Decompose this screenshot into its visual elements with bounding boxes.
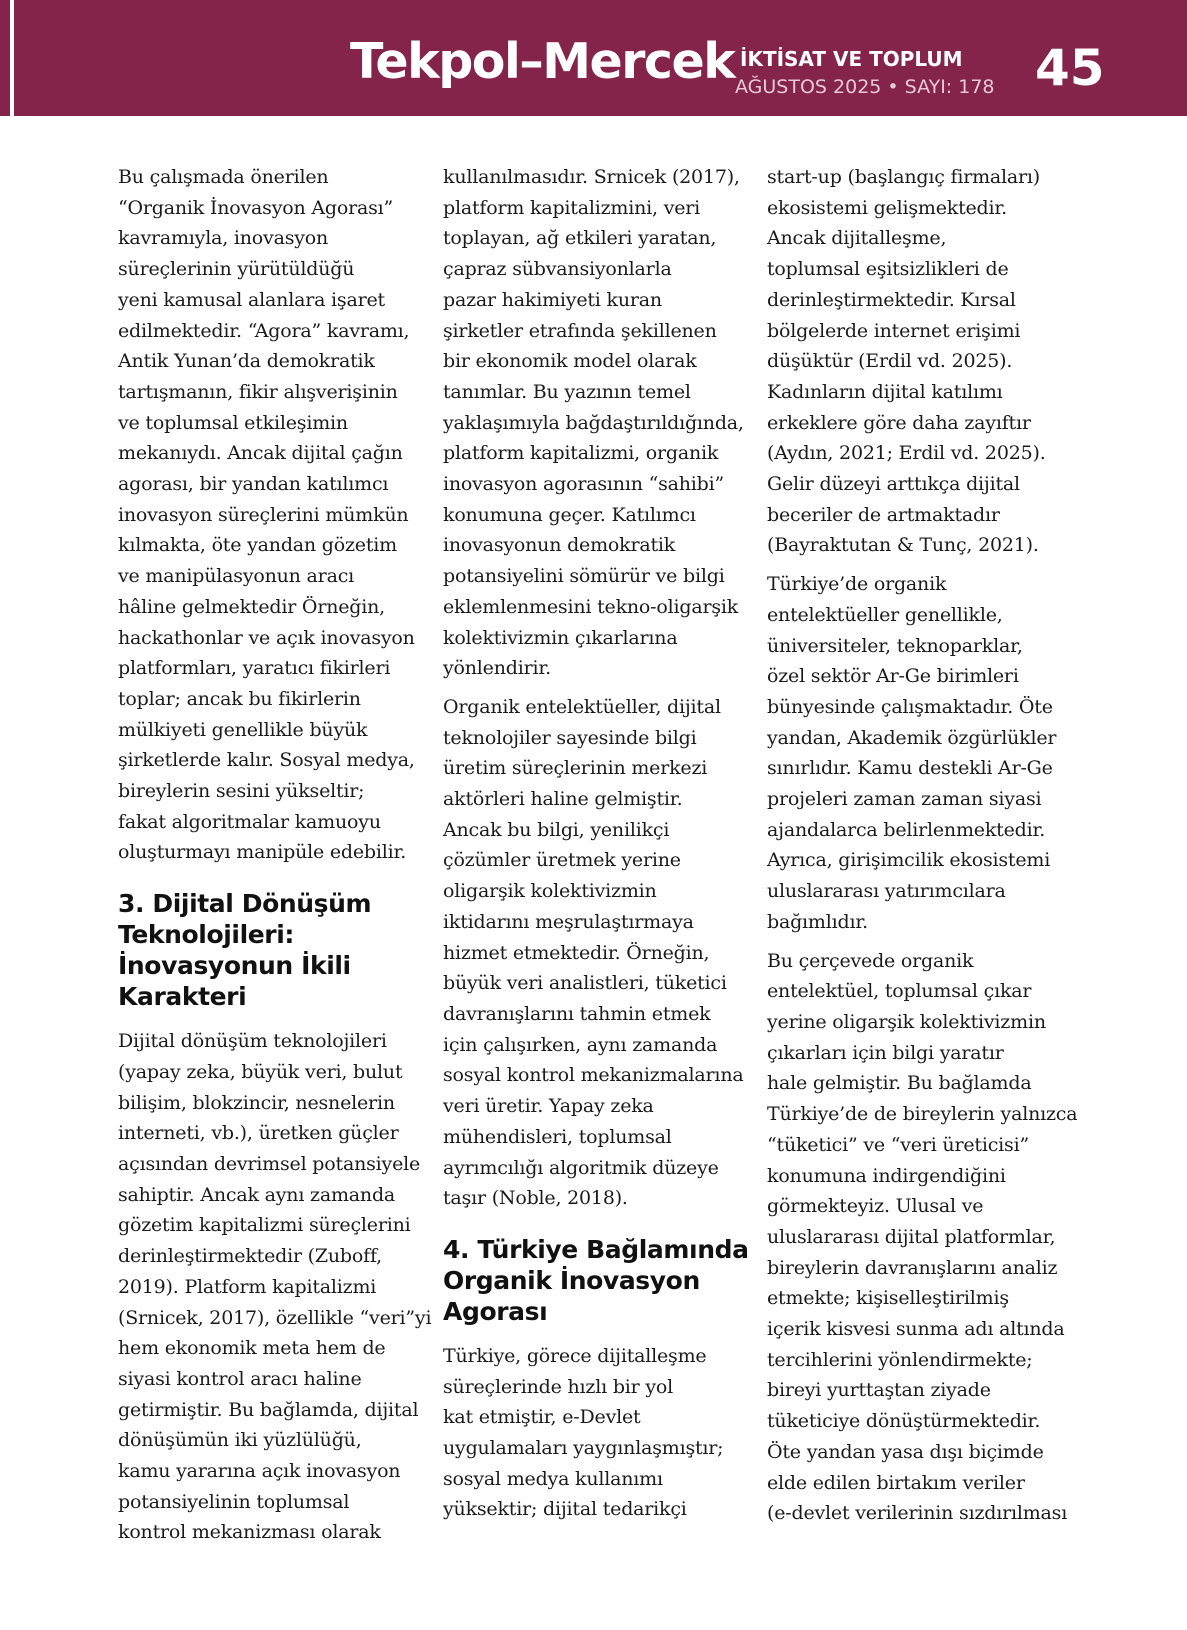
column-1 xyxy=(118,162,432,1556)
page-header xyxy=(0,0,1187,116)
text-line: uygulamaları yaygınlaşmıştır; xyxy=(443,1437,724,1460)
text-line: bireyi yurttaştan ziyade xyxy=(767,1379,991,1402)
text-line: hale gelmiştir. Bu bağlamda xyxy=(767,1072,1032,1095)
text-line: kolektivizmin çıkarlarına xyxy=(443,626,678,649)
text-line: 4. Türkiye Bağlamında xyxy=(443,1234,749,1264)
text-line: start-up (başlangıç firmaları) xyxy=(767,166,1041,188)
text-line: çapraz sübvansiyonlarla xyxy=(443,258,672,281)
text-line: potansiyelinin toplumsal xyxy=(118,1490,350,1513)
paragraph xyxy=(767,946,1077,1529)
text-line: bireylerin sesini yükseltir; xyxy=(118,780,365,803)
text-line: siyasi kontrol aracı haline xyxy=(118,1367,362,1390)
text-line: oligarşik kolektivizmin xyxy=(443,880,657,903)
text-line: (Aydın, 2021; Erdil vd. 2025). xyxy=(767,442,1046,465)
text-line: elde edilen birtakım veriler xyxy=(767,1471,1025,1494)
text-line: konumuna indirgendiğini xyxy=(767,1164,1006,1187)
text-line: Antik Yunan’da demokratik xyxy=(118,350,375,373)
text-line: platformları, yaratıcı fikirleri xyxy=(118,657,391,680)
text-line: eklemlenmesini tekno-oligarşik xyxy=(443,595,739,618)
text-line: (Srnicek, 2017), özellikle “veri”yi xyxy=(118,1306,432,1329)
text-line: edilmektedir. “Agora” kavramı, xyxy=(118,319,410,342)
text-line: düşüktür (Erdil vd. 2025). xyxy=(767,350,1013,373)
text-line: getirmiştir. Bu bağlamda, dijital xyxy=(118,1398,419,1421)
text-line: entelektüel, toplumsal çıkar xyxy=(767,980,1032,1003)
text-line: Ancak bu bilgi, yenilikçi xyxy=(443,818,670,841)
text-line: sosyal kontrol mekanizmalarına xyxy=(443,1064,744,1087)
text-line: gözetim kapitalizmi süreçlerini xyxy=(118,1214,411,1237)
text-line: interneti, vb.), üretken güçler xyxy=(118,1122,399,1145)
text-line: 3. Dijital Dönüşüm xyxy=(118,889,372,919)
text-line: şirketlerde kalır. Sosyal medya, xyxy=(118,749,415,772)
text-line: (yapay zeka, büyük veri, bulut xyxy=(118,1060,403,1083)
text-line: derinleştirmektedir (Zuboff, xyxy=(118,1245,382,1268)
paragraph xyxy=(443,692,748,1214)
text-line: bünyesinde çalışmaktadır. Öte xyxy=(767,695,1053,718)
text-line: potansiyelini sömürür ve bilgi xyxy=(443,565,725,588)
text-line: ayrımcılığı algoritmik düzeye xyxy=(443,1156,719,1179)
section-heading-3 xyxy=(118,888,423,1012)
text-line: bireylerin davranışlarını analiz xyxy=(767,1256,1058,1279)
text-line: erkeklere göre daha zayıftır xyxy=(767,411,1031,434)
text-line: yaklaşımıyla bağdaştırıldığında, xyxy=(443,411,744,434)
text-line: kamu yararına açık inovasyon xyxy=(118,1460,401,1483)
text-line: mühendisleri, toplumsal xyxy=(443,1125,672,1148)
text-line: uluslararası yatırımcılara xyxy=(767,880,1006,903)
text-line: sosyal medya kullanımı xyxy=(443,1467,663,1490)
section-heading-4 xyxy=(443,1234,748,1327)
text-line: yerine oligarşik kolektivizmin xyxy=(767,1010,1046,1033)
paragraph xyxy=(767,162,1077,561)
text-line: Türkiye, görece dijitalleşme xyxy=(443,1344,707,1367)
text-line: uluslararası dijital platformlar, xyxy=(767,1225,1056,1248)
text-line: pazar hakimiyeti kuran xyxy=(443,288,662,311)
text-line: aktörleri haline gelmiştir. xyxy=(443,788,683,811)
text-line: etmekte; kişiselleştirilmiş xyxy=(767,1287,1009,1310)
text-line: tüketiciye dönüştürmektedir. xyxy=(767,1410,1041,1433)
text-line: Organik entelektüeller, dijital xyxy=(443,695,721,718)
text-line: oluşturmayı manipüle edebilir. xyxy=(118,841,407,864)
text-line: inovasyon agorasının “sahibi” xyxy=(443,473,725,496)
text-line: teknolojiler sayesinde bilgi xyxy=(443,726,697,749)
text-line: ekosistemi gelişmektedir. xyxy=(767,196,1008,219)
issue-info: AĞUSTOS 2025 • SAYI: 178 xyxy=(735,76,995,98)
text-line: ajandalarca belirlenmektedir. xyxy=(767,818,1046,841)
text-line: Türkiye’de de bireylerin yalnızca xyxy=(767,1103,1078,1126)
text-line: “tüketici” ve “veri üreticisi” xyxy=(767,1133,1029,1156)
text-line: Agorası xyxy=(443,1296,548,1326)
text-line: Kadınların dijital katılımı xyxy=(767,380,1003,403)
text-line: süreçlerinin yürütüldüğü xyxy=(118,258,355,281)
text-line: inovasyon süreçlerini mümkün xyxy=(118,503,409,526)
text-line: yeni kamusal alanlara işaret xyxy=(118,288,385,311)
text-line: tartışmanın, fikir alışverişinin xyxy=(118,380,398,403)
text-line: hem ekonomik meta hem de xyxy=(118,1337,386,1360)
header-side-bar xyxy=(0,0,14,116)
text-line: çözümler üretmek yerine xyxy=(443,849,681,872)
text-line: Ayrıca, girişimcilik ekosistemi xyxy=(767,849,1051,872)
text-line: Teknolojileri: xyxy=(118,920,294,950)
text-line: derinleştirmektedir. Kırsal xyxy=(767,288,1016,311)
paragraph xyxy=(443,162,748,684)
text-line: içerik kisvesi sunma adı altında xyxy=(767,1318,1065,1341)
paragraph xyxy=(443,1341,748,1525)
text-line: veri üretir. Yapay zeka xyxy=(443,1095,654,1118)
text-line: Bu çalışmada önerilen xyxy=(118,166,329,188)
text-line: davranışlarını tahmin etmek xyxy=(443,1002,711,1025)
text-line: bilişim, blokzincir, nesnelerin xyxy=(118,1091,395,1114)
paragraph xyxy=(118,162,423,868)
text-line: konumuna geçer. Katılımcı xyxy=(443,503,696,526)
text-line: hackathonlar ve açık inovasyon xyxy=(118,626,415,649)
text-line: İnovasyonun İkili xyxy=(118,951,351,981)
text-line: agorası, bir yandan katılımcı xyxy=(118,473,389,496)
text-line: kılmakta, öte yandan gözetim xyxy=(118,534,397,557)
text-line: inovasyonun demokratik xyxy=(443,534,676,557)
column-3 xyxy=(767,162,1077,1537)
text-line: sınırlıdır. Kamu destekli Ar-Ge xyxy=(767,757,1053,780)
text-line: sahiptir. Ancak aynı zamanda xyxy=(118,1183,396,1206)
text-line: (Bayraktutan & Tunç, 2021). xyxy=(767,534,1039,557)
text-line: çıkarları için bilgi yaratır xyxy=(767,1041,1004,1064)
text-line: mülkiyeti genellikle büyük xyxy=(118,718,368,741)
text-line: beceriler de artmaktadır xyxy=(767,503,1000,526)
text-line: projeleri zaman zaman siyasi xyxy=(767,788,1042,811)
text-line: bağımlıdır. xyxy=(767,910,868,933)
paragraph xyxy=(767,569,1077,937)
page-number: 45 xyxy=(1035,39,1105,97)
text-line: Türkiye’de organik xyxy=(767,573,947,596)
text-line: fakat algoritmalar kamuoyu xyxy=(118,810,381,833)
text-line: açısından devrimsel potansiyele xyxy=(118,1152,421,1175)
text-line: için çalışırken, aynı zamanda xyxy=(443,1033,718,1056)
text-line: Dijital dönüşüm teknolojileri xyxy=(118,1030,387,1053)
text-line: Bu çerçevede organik xyxy=(767,949,974,972)
magazine-title: Tekpol–Mercek xyxy=(350,33,735,90)
text-line: toplumsal eşitsizlikleri de xyxy=(767,258,1009,281)
text-line: yüksektir; dijital tedarikçi xyxy=(443,1498,687,1521)
text-line: kullanılmasıdır. Srnicek (2017), xyxy=(443,166,740,188)
text-line: üretim süreçlerinin merkezi xyxy=(443,757,708,780)
text-line: iktidarını meşrulaştırmaya xyxy=(443,910,694,933)
text-line: Ancak dijitalleşme, xyxy=(767,227,947,250)
text-line: “Organik İnovasyon Agorası” xyxy=(118,196,394,219)
text-line: toplar; ancak bu fikirlerin xyxy=(118,687,361,710)
text-line: entelektüeller genellikle, xyxy=(767,603,1003,626)
text-line: büyük veri analistleri, tüketici xyxy=(443,972,727,995)
text-line: yandan, Akademik özgürlükler xyxy=(767,726,1057,749)
text-line: kavramıyla, inovasyon xyxy=(118,227,329,250)
text-line: Karakteri xyxy=(118,982,247,1012)
text-line: platform kapitalizmini, veri xyxy=(443,196,701,219)
text-line: Öte yandan yasa dışı biçimde xyxy=(767,1440,1044,1463)
text-line: üniversiteler, teknoparklar, xyxy=(767,634,1023,657)
text-line: bir ekonomik model olarak xyxy=(443,350,697,373)
text-line: (e-devlet verilerinin sızdırılması xyxy=(767,1502,1068,1525)
section-name: İKTİSAT VE TOPLUM xyxy=(740,47,963,71)
text-line: tanımlar. Bu yazının temel xyxy=(443,380,691,403)
text-line: ve toplumsal etkileşimin xyxy=(118,411,348,434)
text-line: hâline gelmektedir Örneğin, xyxy=(118,595,385,618)
text-line: bölgelerde internet erişimi xyxy=(767,319,1021,342)
text-line: Organik İnovasyon xyxy=(443,1265,700,1295)
text-line: hizmet etmektedir. Örneğin, xyxy=(443,941,710,964)
text-line: kat etmiştir, e-Devlet xyxy=(443,1406,641,1429)
paragraph xyxy=(118,1026,432,1548)
text-line: özel sektör Ar-Ge birimleri xyxy=(767,665,1019,688)
text-line: ve manipülasyonun aracı xyxy=(118,565,355,588)
text-line: platform kapitalizmi, organik xyxy=(443,442,719,465)
text-line: yönlendirir. xyxy=(443,657,552,680)
text-line: kontrol mekanizması olarak xyxy=(118,1521,381,1544)
text-line: şirketler etrafında şekillenen xyxy=(443,319,717,342)
text-line: görmekteyiz. Ulusal ve xyxy=(767,1195,984,1218)
text-line: dönüşümün iki yüzlülüğü, xyxy=(118,1429,362,1452)
text-line: süreçlerinde hızlı bir yol xyxy=(443,1375,674,1398)
text-line: Gelir düzeyi arttıkça dijital xyxy=(767,473,1020,496)
text-line: taşır (Noble, 2018). xyxy=(443,1187,628,1210)
text-line: toplayan, ağ etkileri yaratan, xyxy=(443,227,717,250)
text-line: tercihlerini yönlendirmekte; xyxy=(767,1348,1033,1371)
text-line: 2019). Platform kapitalizmi xyxy=(118,1275,377,1298)
text-line: mekanıydı. Ancak dijital çağın xyxy=(118,442,403,465)
column-2 xyxy=(443,162,748,1533)
